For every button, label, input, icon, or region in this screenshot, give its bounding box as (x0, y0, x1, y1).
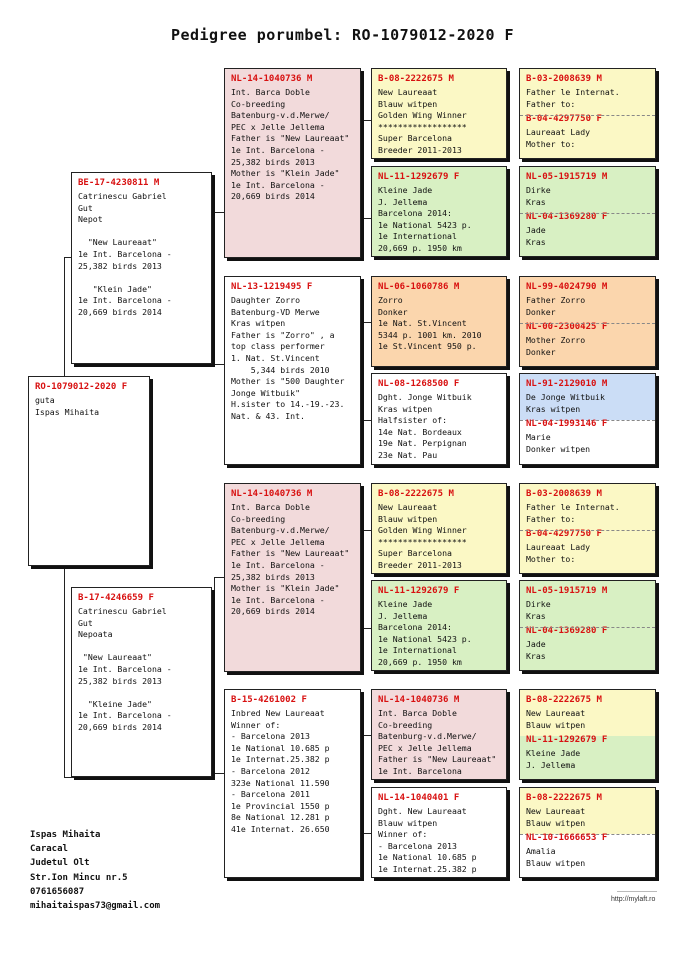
fff-details: New Laureaat Blauw witpen Golden Wing Winner ****************** Super Barcelona Breeder 2011-2013 (378, 87, 467, 155)
mmm-details: Dght. New Laureaat Blauw witpen Winner of: - Barcelona 2013 1e National 10.685 p 1e Internat.25.382 p (378, 806, 477, 874)
gen5-box-2[interactable] (519, 166, 656, 257)
mf-details: Int. Barca Doble Co-breeding Batenburg-v.d.Merwe/ PEC x Jelle Jellema Father is "New Laureaat" 1e Int. Barcelona - 25,382 birds 2013 Mother is "Klein Jade" 1e Int. Barcelona - 20,669 birds 2014 (231, 502, 350, 617)
connector-line (214, 577, 224, 578)
connector-line (214, 212, 215, 364)
gen5-ring-id: B-08-2222675 M (526, 793, 602, 803)
fmm-card[interactable] (371, 373, 507, 465)
mfm-details: Kleine Jade J. Jellema Barcelona 2014: 1e National 5423 p. 1e International 20,669 p. 1950 km (378, 599, 472, 667)
mm-details: Inbred New Laureaat Winner of: - Barcelona 2013 1e National 10.685 p 1e Internat.25.382 p - Barcelona 2012 323e National 11.590 - Barcelona 2011 1e Provincial 1550 p 8e National 12.281 p 41e Internat. 26.650 (231, 708, 330, 834)
mmf-details: Int. Barca Doble Co-breeding Batenburg-v.d.Merwe/ PEC x Jelle Jellema Father is "New Laureaat" 1e Int. Barcelona (378, 708, 497, 776)
gen5-details: Mother Zorro Donker (526, 335, 586, 357)
mmf-ring-id: NL-14-1040736 M (378, 695, 460, 705)
gen5-ring-id: NL-04-1993146 F (526, 419, 608, 430)
gen5-details: New Laureaat Blauw witpen (526, 806, 586, 828)
gen5-details: Marie Donker witpen (526, 432, 591, 454)
signature-icon (617, 885, 657, 892)
fm-ring-id: NL-13-1219495 F (231, 282, 313, 292)
gen5-details: Jade Kras (526, 639, 546, 661)
gen5-ring-id: NL-04-1369280 F (526, 212, 608, 223)
gen5-details: Father le Internat. Father to: (526, 87, 620, 109)
mff-details: New Laureaat Blauw witpen Golden Wing Winner ****************** Super Barcelona Breeder 2011-2013 (378, 502, 467, 570)
gen5-ring-id: NL-91-2129010 M (526, 379, 608, 389)
gen5-ring-id: B-03-2008639 M (526, 489, 602, 499)
connector-line (64, 777, 74, 778)
connector-line (363, 420, 371, 421)
divider (520, 115, 655, 116)
divider (520, 627, 655, 628)
gen5-ring-id: NL-04-1369280 F (526, 626, 608, 637)
gen5-ring-id: NL-05-1915719 M (526, 586, 608, 596)
mfm-card[interactable] (371, 580, 507, 671)
divider (520, 530, 655, 531)
gen5-box-5[interactable] (519, 483, 656, 574)
ff-ring-id: NL-14-1040736 M (231, 74, 313, 84)
gen5-details: Jade Kras (526, 225, 546, 247)
mff-ring-id: B-08-2222675 M (378, 489, 454, 499)
mother-details: Catrinescu Gabriel Gut Nepoata "New Laureaat" 1e Int. Barcelona - 25,382 birds 2013 "Kleine Jade" 1e Int. Barcelona - 20,669 birds 2014 (78, 606, 172, 732)
connector-line (363, 322, 371, 323)
ffm-card[interactable] (371, 166, 507, 257)
ff-details: Int. Barca Doble Co-breeding Batenburg-v.d.Merwe/ PEC x Jelle Jellema Father is "New Laureaat" 1e Int. Barcelona - 25,382 birds 2013 Mother is "Klein Jade" 1e Int. Barcelona - 20,669 birds 2014 (231, 87, 350, 202)
gen5-ring-id: B-04-4297750 F (526, 114, 602, 125)
fff-ring-id: B-08-2222675 M (378, 74, 454, 84)
mm-ring-id: B-15-4261002 F (231, 695, 307, 705)
father-ring-id: BE-17-4230811 M (78, 178, 160, 188)
ffm-details: Kleine Jade J. Jellema Barcelona 2014: 1e National 5423 p. 1e International 20,669 p. 1950 km (378, 185, 472, 253)
fff-card[interactable] (371, 68, 507, 159)
gen5-ring-id: NL-99-4024790 M (526, 282, 608, 292)
connector-line (363, 322, 364, 420)
connector-line (363, 530, 364, 628)
fmf-card[interactable] (371, 276, 507, 367)
connector-line (214, 364, 224, 365)
fmf-details: Zorro Donker 1e Nat. St.Vincent 5344 p. 1001 km. 2010 1e St.Vincent 950 p. (378, 295, 482, 352)
mother-ring-id: B-17-4246659 F (78, 593, 154, 603)
signature-url[interactable]: http://mylaft.ro (611, 896, 656, 903)
mmm-card[interactable] (371, 787, 507, 878)
connector-line (363, 218, 371, 219)
gen5-ring-id: B-08-2222675 M (526, 695, 602, 705)
gen5-ring-id: NL-10-1666653 F (526, 833, 608, 844)
father-details: Catrinescu Gabriel Gut Nepot "New Laureaat" 1e Int. Barcelona - 25,382 birds 2013 "Klein Jade" 1e Int. Barcelona - 20,669 birds 2014 (78, 191, 172, 317)
granddam-maternal-card[interactable] (224, 689, 361, 878)
ffm-ring-id: NL-11-1292679 F (378, 172, 460, 182)
gen5-details: New Laureaat Blauw witpen (526, 708, 586, 730)
gen5-details: Laureaat Lady Mother to: (526, 127, 591, 149)
fmm-details: Dght. Jonge Witbuik Kras witpen Halfsister of: 14e Nat. Bordeaux 19e Nat. Perpignan 23e Nat. Pau (378, 392, 472, 460)
connector-line (214, 212, 224, 213)
gen5-details: Dirke Kras (526, 185, 551, 207)
subject-details: guta Ispas Mihaita (35, 395, 100, 417)
gen5-box-3[interactable] (519, 276, 656, 367)
gen5-ring-id: B-04-4297750 F (526, 529, 602, 540)
connector-line (214, 577, 215, 773)
father-card[interactable] (71, 172, 212, 364)
granddam-paternal-card[interactable] (224, 276, 361, 465)
gen5-details: Father le Internat. Father to: (526, 502, 620, 524)
owner-contact: Ispas Mihaita Caracal Judetul Olt Str.Ion Mincu nr.5 0761656087 mihaitaispas73@gmail.com (30, 830, 161, 912)
gen5-details: Amalia Blauw witpen (526, 846, 586, 868)
mother-card[interactable] (71, 587, 212, 777)
gen5-box-4[interactable] (519, 373, 656, 465)
connector-line (363, 735, 364, 833)
gen5-details: Kleine Jade J. Jellema (526, 748, 581, 770)
mfm-ring-id: NL-11-1292679 F (378, 586, 460, 596)
mf-ring-id: NL-14-1040736 M (231, 489, 313, 499)
connector-line (363, 120, 364, 218)
gen5-ring-id: B-03-2008639 M (526, 74, 602, 84)
gen5-details: Father Zorro Donker (526, 295, 586, 317)
connector-line (363, 628, 371, 629)
subject-card[interactable] (28, 376, 150, 566)
fmm-ring-id: NL-08-1268500 F (378, 379, 460, 389)
divider (520, 323, 655, 324)
page-title: Pedigree porumbel: RO-1079012-2020 F (170, 26, 515, 44)
gen5-details: Laureaat Lady Mother to: (526, 542, 591, 564)
grandsire-paternal-card[interactable] (224, 68, 361, 258)
gen5-ring-id: NL-00-2300425 F (526, 322, 608, 333)
gen5-details: Dirke Kras (526, 599, 551, 621)
gen5-box-1[interactable] (519, 68, 656, 159)
grandsire-maternal-card[interactable] (224, 483, 361, 672)
fmf-ring-id: NL-06-1060786 M (378, 282, 460, 292)
gen5-box-6[interactable] (519, 580, 656, 671)
connector-line (214, 773, 224, 774)
connector-line (363, 735, 371, 736)
connector-line (363, 120, 371, 121)
gen5-ring-id: NL-05-1915719 M (526, 172, 608, 182)
mmm-ring-id: NL-14-1040401 F (378, 793, 460, 803)
mff-card[interactable] (371, 483, 507, 574)
gen5-box-7[interactable] (519, 689, 656, 780)
fm-details: Daughter Zorro Batenburg-VD Merwe Kras witpen Father is "Zorro" , a top class performer 1. Nat. St.Vincent 5,344 birds 2010 Mother is "500 Daughter Jonge Witbuik" H.sister to 14.-19.-23. Nat. & 43. Int. (231, 295, 345, 421)
divider (520, 213, 655, 214)
mmf-card[interactable] (371, 689, 507, 780)
connector-line (363, 530, 371, 531)
subject-ring-id: RO-1079012-2020 F (35, 382, 128, 392)
gen5-details: De Jonge Witbuik Kras witpen (526, 392, 605, 414)
gen5-ring-id: NL-11-1292679 F (526, 735, 608, 746)
gen5-box-8[interactable] (519, 787, 656, 878)
connector-line (363, 833, 371, 834)
